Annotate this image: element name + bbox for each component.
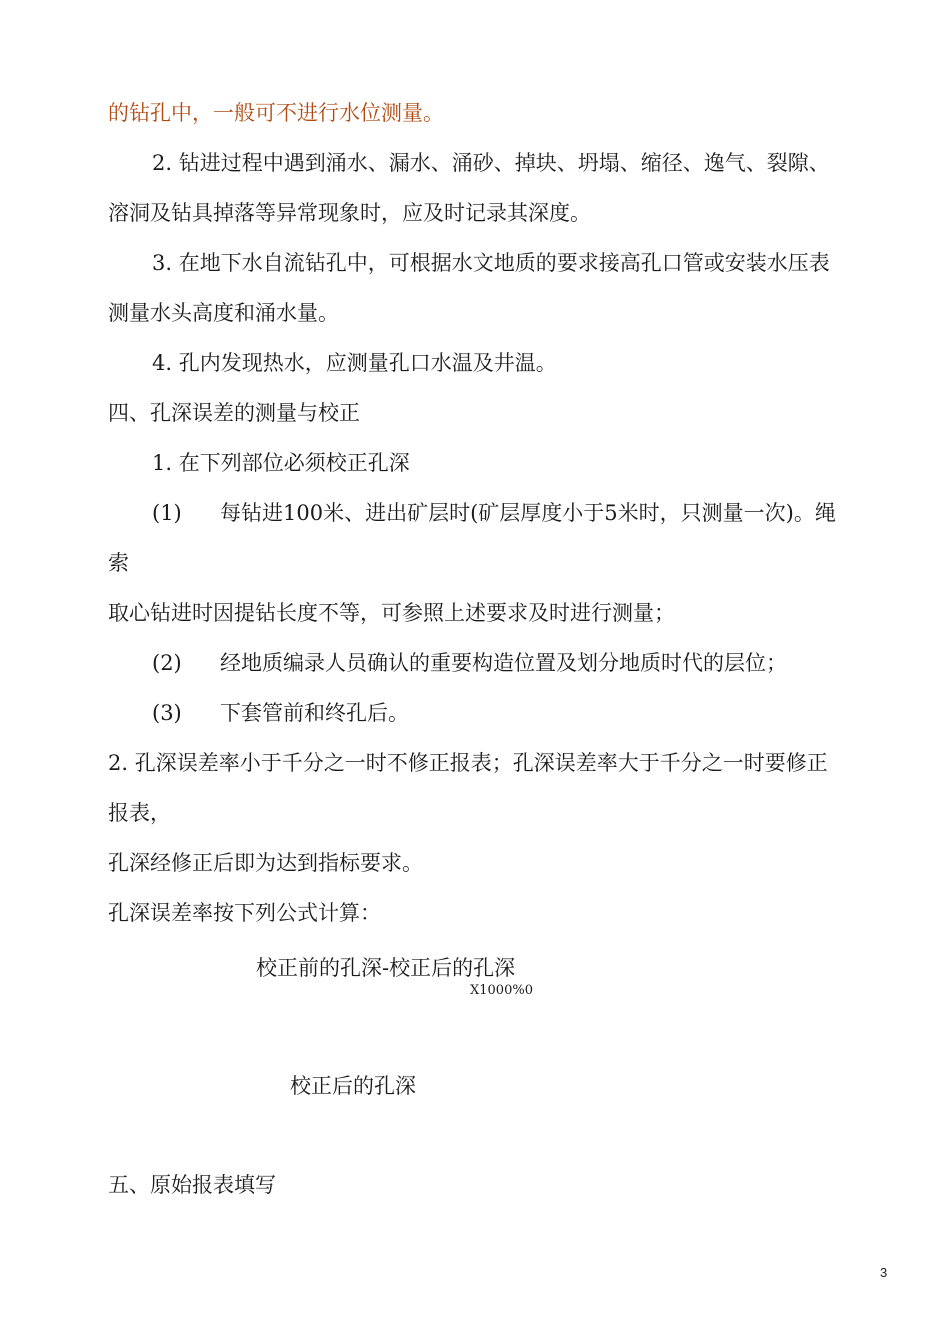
text-line-continuation: 的钻孔中，一般可不进行水位测量。 — [108, 101, 444, 125]
formula-numerator: 校正前的孔深-校正后的孔深 — [256, 956, 516, 980]
formula-multiplier: X1000%0 — [470, 983, 533, 998]
sub-item-1 — [152, 498, 836, 528]
text-line-item-2-part-2: 溶洞及钻具掉落等异常现象时，应及时记录其深度。 — [108, 201, 591, 225]
sub-item-2-text: 经地质编录人员确认的重要构造位置及划分地质时代的层位； — [220, 651, 787, 675]
page-number: 3 — [880, 1265, 888, 1280]
sub-item-1-text: 每钻进100米、进出矿层时(矿层厚度小于5米时，只测量一次)。绳 — [220, 501, 836, 525]
text-line-wrap: 索 — [108, 551, 129, 575]
text-line-item-2-part-1: 2. 钻进过程中遇到涌水、漏水、涌砂、掉块、坍塌、缩径、逸气、裂隙、 — [152, 151, 830, 175]
text-line-subsection-2-part-1: 2. 孔深误差率小于千分之一时不修正报表；孔深误差率大于千分之一时要修正 — [108, 751, 828, 775]
sub-item-3-text: 下套管前和终孔后。 — [220, 701, 409, 725]
text-line-subsection-2-part-2: 报表， — [108, 801, 171, 825]
sub-item-2-number: (2) — [152, 651, 182, 675]
text-line-coring: 取心钻进时因提钻长度不等，可参照上述要求及时进行测量； — [108, 601, 675, 625]
sub-item-3 — [152, 698, 409, 728]
text-line-item-3-part-2: 测量水头高度和涌水量。 — [108, 301, 339, 325]
sub-item-1-number: (1) — [152, 501, 182, 525]
text-line-subsection-2-part-3: 孔深经修正后即为达到指标要求。 — [108, 851, 423, 875]
text-line-subsection-1: 1. 在下列部位必须校正孔深 — [152, 451, 410, 475]
text-line-item-3-part-1: 3. 在地下水自流钻孔中，可根据水文地质的要求接高孔口管或安装水压表 — [152, 251, 830, 275]
formula-denominator: 校正后的孔深 — [290, 1074, 416, 1098]
section-heading-4: 四、孔深误差的测量与校正 — [108, 401, 360, 425]
section-heading-5: 五、原始报表填写 — [108, 1173, 276, 1197]
text-line-formula-intro: 孔深误差率按下列公式计算： — [108, 901, 381, 925]
sub-item-2 — [152, 648, 787, 678]
text-line-item-4: 4. 孔内发现热水，应测量孔口水温及井温。 — [152, 351, 557, 375]
sub-item-3-number: (3) — [152, 701, 182, 725]
